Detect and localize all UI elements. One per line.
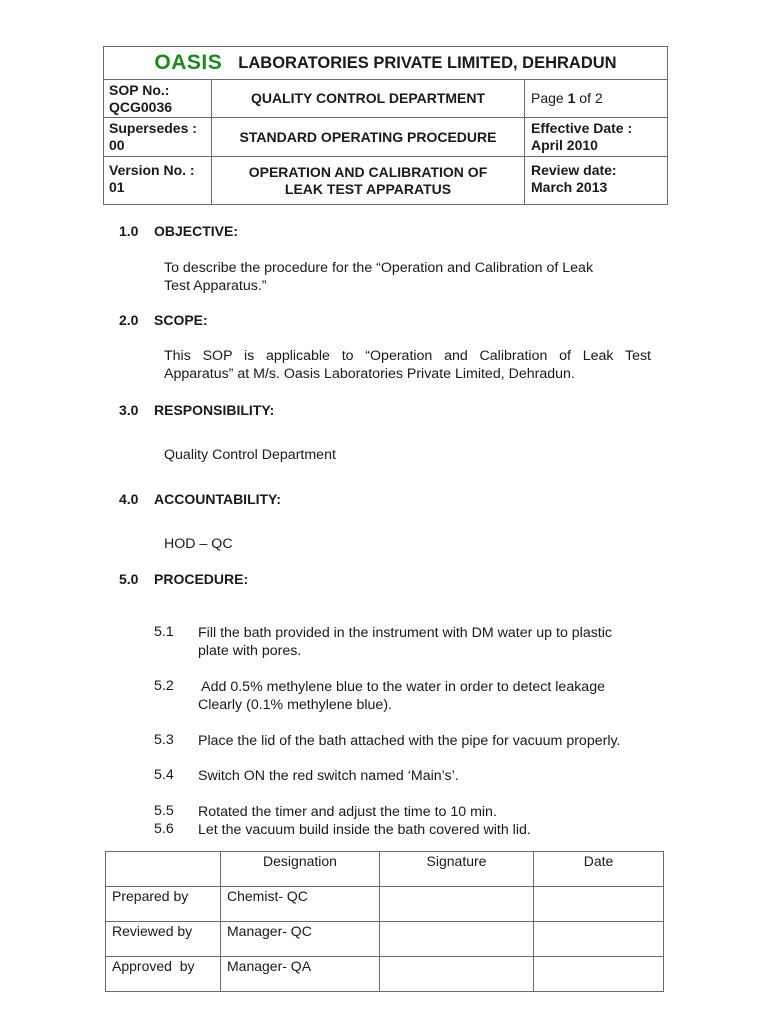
step-number: 5.1 bbox=[154, 624, 174, 640]
step-line: Fill the bath provided in the instrument with DM water up to plastic bbox=[198, 625, 612, 641]
date-cell[interactable] bbox=[534, 957, 664, 992]
effective-date-label: Effective Date : bbox=[531, 120, 633, 136]
step-line: Clearly (0.1% methylene blue). bbox=[198, 697, 392, 713]
review-date-label: Review date: bbox=[531, 162, 617, 178]
step-line: plate with pores. bbox=[198, 643, 302, 659]
supersedes-value: 00 bbox=[109, 137, 125, 153]
role-cell: Approved by bbox=[106, 957, 221, 992]
supersedes-label: Supersedes : bbox=[109, 120, 197, 136]
brand-logo-text: OASIS bbox=[154, 51, 223, 74]
step-line: Add 0.5% methylene blue to the water in order to detect leakage bbox=[198, 679, 605, 695]
page-current: 1 bbox=[567, 90, 576, 106]
header-cell-designation: Designation bbox=[221, 852, 380, 887]
version-cell bbox=[104, 157, 212, 204]
page-suffix: of 2 bbox=[575, 90, 603, 106]
section-title-accountability: ACCOUNTABILITY: bbox=[154, 491, 282, 507]
review-date-value: March 2013 bbox=[531, 179, 608, 195]
section-number-responsibility: 3.0 bbox=[119, 402, 139, 418]
signature-table-header bbox=[106, 852, 664, 887]
role-cell: Prepared by bbox=[106, 887, 221, 922]
section-title-objective: OBJECTIVE: bbox=[154, 223, 239, 239]
department-name: QUALITY CONTROL DEPARTMENT bbox=[250, 90, 486, 106]
signature-cell[interactable] bbox=[380, 887, 534, 922]
step-line: Let the vacuum build inside the bath covered with lid. bbox=[198, 822, 531, 838]
doc-title-line2: LEAK TEST APPARATUS bbox=[284, 180, 452, 197]
header-cell-date: Date bbox=[534, 852, 664, 887]
header-cell-signature: Signature bbox=[380, 852, 534, 887]
date-cell[interactable] bbox=[534, 887, 664, 922]
step-line: Rotated the timer and adjust the time to 10 min. bbox=[198, 804, 497, 820]
section-number-accountability: 4.0 bbox=[119, 491, 139, 507]
doc-title-line1: OPERATION AND CALIBRATION OF bbox=[248, 163, 488, 180]
step-number: 5.5 bbox=[154, 803, 174, 819]
signature-table bbox=[105, 851, 664, 992]
step-number: 5.3 bbox=[154, 732, 174, 748]
section-title-scope: SCOPE: bbox=[154, 312, 208, 328]
scope-line1: This SOP is applicable to “Operation and Calibration of Leak Test bbox=[164, 348, 651, 364]
doc-title-cell bbox=[212, 157, 525, 204]
responsibility-text: Quality Control Department bbox=[164, 447, 336, 463]
sop-number-cell bbox=[104, 80, 212, 117]
accountability-text: HOD – QC bbox=[164, 536, 233, 552]
signature-cell[interactable] bbox=[380, 957, 534, 992]
header-title-row bbox=[104, 47, 667, 79]
header-cell-blank bbox=[106, 852, 221, 887]
document-header-table bbox=[103, 46, 668, 205]
section-title-responsibility: RESPONSIBILITY: bbox=[154, 402, 275, 418]
designation-cell: Manager- QC bbox=[221, 922, 380, 957]
page-prefix: Page bbox=[531, 90, 568, 106]
step-text bbox=[198, 678, 658, 714]
sop-number-label: SOP No.: bbox=[109, 82, 170, 98]
company-name: LABORATORIES PRIVATE LIMITED, DEHRADUN bbox=[238, 53, 617, 72]
step-line: Place the lid of the bath attached with the pipe for vacuum properly. bbox=[198, 733, 621, 749]
scope-text bbox=[164, 347, 651, 383]
step-number: 5.2 bbox=[154, 678, 174, 694]
header-row-supersedes bbox=[104, 117, 667, 156]
header-row-version bbox=[104, 156, 667, 204]
objective-line2: Test Apparatus.” bbox=[164, 278, 267, 294]
doc-type-cell bbox=[212, 118, 525, 156]
objective-text bbox=[164, 259, 651, 295]
scope-line2: Apparatus” at M/s. Oasis Laboratories Private Limited, Dehradun. bbox=[164, 366, 575, 382]
doc-type: STANDARD OPERATING PROCEDURE bbox=[239, 128, 497, 145]
sop-number-value: QCG0036 bbox=[109, 99, 173, 115]
step-text bbox=[198, 624, 658, 660]
section-number-objective: 1.0 bbox=[119, 223, 139, 239]
supersedes-cell bbox=[104, 118, 212, 156]
designation-cell: Chemist- QC bbox=[221, 887, 380, 922]
signature-cell[interactable] bbox=[380, 922, 534, 957]
version-label: Version No. : bbox=[109, 162, 195, 178]
table-row-reviewed bbox=[106, 922, 664, 957]
page-number-cell bbox=[525, 80, 667, 117]
table-row-approved bbox=[106, 957, 664, 992]
section-number-scope: 2.0 bbox=[119, 312, 139, 328]
section-number-procedure: 5.0 bbox=[119, 571, 139, 587]
role-cell: Reviewed by bbox=[106, 922, 221, 957]
effective-date-cell bbox=[525, 118, 667, 156]
date-cell[interactable] bbox=[534, 922, 664, 957]
department-cell bbox=[212, 80, 525, 117]
version-value: 01 bbox=[109, 179, 125, 195]
section-title-procedure: PROCEDURE: bbox=[154, 571, 249, 587]
effective-date-value: April 2010 bbox=[531, 137, 598, 153]
table-row-prepared bbox=[106, 887, 664, 922]
step-number: 5.6 bbox=[154, 821, 174, 837]
step-line: Switch ON the red switch named ‘Main’s’. bbox=[198, 768, 459, 784]
header-row-sop bbox=[104, 79, 667, 117]
objective-line1: To describe the procedure for the “Operation and Calibration of Leak bbox=[164, 260, 594, 276]
step-number: 5.4 bbox=[154, 767, 174, 783]
review-date-cell bbox=[525, 157, 667, 204]
designation-cell: Manager- QA bbox=[221, 957, 380, 992]
